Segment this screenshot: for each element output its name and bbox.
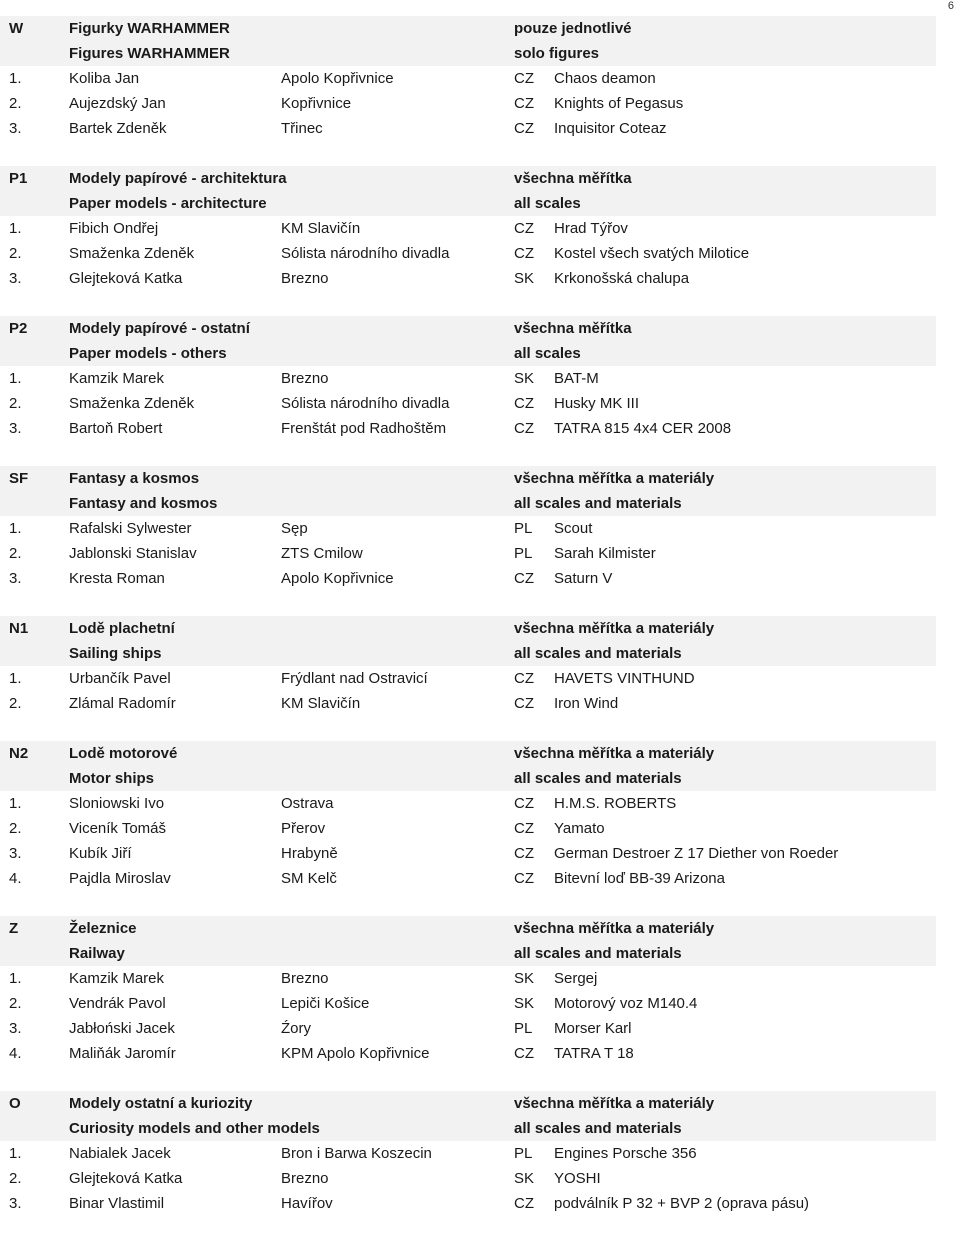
category-title-cz: Fantasy a kosmos bbox=[69, 470, 200, 487]
page-number: 6 bbox=[947, 0, 954, 12]
club-name: Havířov bbox=[281, 1195, 333, 1212]
model-name: Hrad Týřov bbox=[554, 220, 628, 237]
result-row bbox=[0, 691, 936, 716]
competitor-name: Vendrák Pavol bbox=[69, 995, 166, 1012]
club-name: KM Slavičín bbox=[281, 695, 361, 712]
result-row bbox=[0, 516, 936, 541]
category-scale-en: all scales and materials bbox=[514, 645, 682, 662]
club-name: Źory bbox=[281, 1020, 311, 1037]
result-row bbox=[0, 666, 936, 691]
country-code: SK bbox=[514, 995, 535, 1012]
category-code: Z bbox=[9, 920, 19, 937]
result-rank: 3. bbox=[9, 1020, 22, 1037]
country-code: CZ bbox=[514, 245, 534, 262]
category-header-row bbox=[0, 941, 936, 966]
country-code: PL bbox=[514, 1020, 533, 1037]
category-scale-cz: pouze jednotlivé bbox=[514, 20, 632, 37]
model-name: Husky MK III bbox=[554, 395, 640, 412]
result-row bbox=[0, 366, 936, 391]
model-name: Sergej bbox=[554, 970, 598, 987]
model-name: Bitevní loď BB-39 Arizona bbox=[554, 870, 725, 887]
club-name: Přerov bbox=[281, 820, 326, 837]
category-code: N2 bbox=[9, 745, 29, 762]
competitor-name: Fibich Ondřej bbox=[69, 220, 159, 237]
club-name: Brezno bbox=[281, 270, 329, 287]
category-title-en: Motor ships bbox=[69, 770, 154, 787]
result-rank: 3. bbox=[9, 1195, 22, 1212]
result-row bbox=[0, 1041, 936, 1066]
club-name: Brezno bbox=[281, 970, 329, 987]
category-header-row bbox=[0, 466, 936, 491]
result-rank: 2. bbox=[9, 995, 22, 1012]
model-name: Saturn V bbox=[554, 570, 613, 587]
model-name: German Destroer Z 17 Diether von Roeder bbox=[554, 845, 839, 862]
country-code: CZ bbox=[514, 1195, 534, 1212]
category-scale-en: all scales bbox=[514, 345, 581, 362]
club-name: Brezno bbox=[281, 370, 329, 387]
category-header bbox=[0, 616, 936, 666]
results-list bbox=[0, 16, 936, 1241]
category-header-row bbox=[0, 1091, 936, 1116]
club-name: Sęp bbox=[281, 520, 308, 537]
result-rank: 2. bbox=[9, 395, 22, 412]
category-header-row bbox=[0, 341, 936, 366]
category-title-en: Paper models - architecture bbox=[69, 195, 267, 212]
category-title-cz: Železnice bbox=[69, 920, 137, 937]
category-title-en: Paper models - others bbox=[69, 345, 227, 362]
model-name: Chaos deamon bbox=[554, 70, 656, 87]
competitor-name: Glejteková Katka bbox=[69, 270, 183, 287]
category-scale-cz: všechna měřítka bbox=[514, 320, 632, 337]
result-rank: 2. bbox=[9, 545, 22, 562]
country-code: SK bbox=[514, 970, 535, 987]
result-row bbox=[0, 541, 936, 566]
result-row bbox=[0, 866, 936, 891]
category-header bbox=[0, 316, 936, 366]
model-name: Inquisitor Coteaz bbox=[554, 120, 667, 137]
result-row bbox=[0, 241, 936, 266]
competitor-name: Viceník Tomáš bbox=[69, 820, 166, 837]
category-scale-cz: všechna měřítka a materiály bbox=[514, 1095, 715, 1112]
competitor-name: Nabialek Jacek bbox=[69, 1145, 171, 1162]
model-name: Sarah Kilmister bbox=[554, 545, 656, 562]
result-rank: 3. bbox=[9, 270, 22, 287]
category-title-cz: Lodě plachetní bbox=[69, 620, 175, 637]
category-title-en: Figures WARHAMMER bbox=[69, 45, 230, 62]
result-rank: 3. bbox=[9, 420, 22, 437]
category-scale-en: all scales and materials bbox=[514, 1120, 682, 1137]
club-name: Kopřivnice bbox=[281, 95, 352, 112]
result-rank: 4. bbox=[9, 1045, 22, 1062]
model-name: Engines Porsche 356 bbox=[554, 1145, 697, 1162]
result-row bbox=[0, 1141, 936, 1166]
category-section bbox=[0, 16, 936, 141]
result-row bbox=[0, 1191, 936, 1216]
model-name: Yamato bbox=[554, 820, 605, 837]
competitor-name: Jablonski Stanislav bbox=[69, 545, 197, 562]
result-rank: 3. bbox=[9, 570, 22, 587]
competitor-name: Koliba Jan bbox=[69, 70, 140, 87]
category-header bbox=[0, 916, 936, 966]
competitor-name: Rafalski Sylwester bbox=[69, 520, 192, 537]
country-code: CZ bbox=[514, 695, 534, 712]
category-title-cz: Lodě motorové bbox=[69, 745, 178, 762]
category-scale-en: all scales and materials bbox=[514, 770, 682, 787]
result-row bbox=[0, 216, 936, 241]
result-rank: 3. bbox=[9, 120, 22, 137]
country-code: CZ bbox=[514, 670, 534, 687]
result-row bbox=[0, 791, 936, 816]
model-name: BAT-M bbox=[554, 370, 599, 387]
competitor-name: Bartoň Robert bbox=[69, 420, 163, 437]
model-name: TATRA T 18 bbox=[554, 1045, 634, 1062]
result-row bbox=[0, 391, 936, 416]
club-name: Třinec bbox=[281, 120, 323, 137]
model-name: Krkonošská chalupa bbox=[554, 270, 690, 287]
model-name: H.M.S. ROBERTS bbox=[554, 795, 677, 812]
competitor-name: Urbančík Pavel bbox=[69, 670, 171, 687]
category-header-row bbox=[0, 741, 936, 766]
country-code: CZ bbox=[514, 95, 534, 112]
result-row bbox=[0, 991, 936, 1016]
category-header-row bbox=[0, 1116, 936, 1141]
model-name: Scout bbox=[554, 520, 593, 537]
result-rank: 1. bbox=[9, 220, 22, 237]
result-row bbox=[0, 841, 936, 866]
competitor-name: Jabłoński Jacek bbox=[69, 1020, 175, 1037]
club-name: Apolo Kopřivnice bbox=[281, 570, 394, 587]
category-title-cz: Modely ostatní a kuriozity bbox=[69, 1095, 253, 1112]
category-section bbox=[0, 166, 936, 291]
club-name: SM Kelč bbox=[281, 870, 337, 887]
result-row bbox=[0, 966, 936, 991]
result-row bbox=[0, 91, 936, 116]
result-rank: 1. bbox=[9, 670, 22, 687]
competitor-name: Kamzik Marek bbox=[69, 370, 165, 387]
club-name: Apolo Kopřivnice bbox=[281, 70, 394, 87]
category-header-row bbox=[0, 491, 936, 516]
country-code: SK bbox=[514, 1170, 535, 1187]
country-code: CZ bbox=[514, 795, 534, 812]
category-title-cz: Figurky WARHAMMER bbox=[69, 20, 230, 37]
country-code: CZ bbox=[514, 570, 534, 587]
result-rank: 1. bbox=[9, 520, 22, 537]
result-rank: 1. bbox=[9, 70, 22, 87]
country-code: CZ bbox=[514, 220, 534, 237]
category-header-row bbox=[0, 166, 936, 191]
competitor-name: Aujezdský Jan bbox=[69, 95, 166, 112]
result-rank: 2. bbox=[9, 245, 22, 262]
result-row bbox=[0, 416, 936, 441]
category-scale-cz: všechna měřítka a materiály bbox=[514, 470, 715, 487]
competitor-name: Maliňák Jaromír bbox=[69, 1045, 176, 1062]
club-name: Hrabyně bbox=[281, 845, 338, 862]
category-section bbox=[0, 466, 936, 591]
result-rank: 3. bbox=[9, 845, 22, 862]
club-name: Sólista národního divadla bbox=[281, 245, 450, 262]
result-row bbox=[0, 566, 936, 591]
club-name: Lepiči Košice bbox=[281, 995, 370, 1012]
club-name: Sólista národního divadla bbox=[281, 395, 450, 412]
country-code: CZ bbox=[514, 420, 534, 437]
category-code: N1 bbox=[9, 620, 29, 637]
category-header bbox=[0, 166, 936, 216]
competitor-name: Zlámal Radomír bbox=[69, 695, 176, 712]
result-row bbox=[0, 1166, 936, 1191]
result-rank: 1. bbox=[9, 970, 22, 987]
model-name: podválník P 32 + BVP 2 (oprava pásu) bbox=[554, 1195, 810, 1212]
category-section bbox=[0, 316, 936, 441]
category-title-en: Sailing ships bbox=[69, 645, 162, 662]
category-header-row bbox=[0, 616, 936, 641]
category-title-en: Curiosity models and other models bbox=[69, 1120, 320, 1137]
category-code: O bbox=[9, 1095, 21, 1112]
category-header bbox=[0, 466, 936, 516]
result-row bbox=[0, 1016, 936, 1041]
country-code: PL bbox=[514, 545, 533, 562]
model-name: HAVETS VINTHUND bbox=[554, 670, 695, 687]
result-rank: 2. bbox=[9, 820, 22, 837]
club-name: KM Slavičín bbox=[281, 220, 361, 237]
category-scale-en: all scales bbox=[514, 195, 581, 212]
category-title-en: Railway bbox=[69, 945, 125, 962]
country-code: SK bbox=[514, 370, 535, 387]
result-row bbox=[0, 266, 936, 291]
country-code: CZ bbox=[514, 120, 534, 137]
category-code: W bbox=[9, 20, 24, 37]
country-code: CZ bbox=[514, 395, 534, 412]
result-row bbox=[0, 816, 936, 841]
competitor-name: Bartek Zdeněk bbox=[69, 120, 167, 137]
category-section bbox=[0, 1091, 936, 1216]
club-name: ZTS Cmilow bbox=[281, 545, 363, 562]
country-code: PL bbox=[514, 520, 533, 537]
country-code: CZ bbox=[514, 845, 534, 862]
club-name: Ostrava bbox=[281, 795, 334, 812]
category-header-row bbox=[0, 316, 936, 341]
category-scale-cz: všechna měřítka a materiály bbox=[514, 920, 715, 937]
category-scale-cz: všechna měřítka a materiály bbox=[514, 745, 715, 762]
country-code: CZ bbox=[514, 820, 534, 837]
club-name: Brezno bbox=[281, 1170, 329, 1187]
category-header-row bbox=[0, 766, 936, 791]
category-header-row bbox=[0, 191, 936, 216]
category-header-row bbox=[0, 641, 936, 666]
category-title-en: Fantasy and kosmos bbox=[69, 495, 218, 512]
result-rank: 2. bbox=[9, 1170, 22, 1187]
model-name: YOSHI bbox=[554, 1170, 601, 1187]
model-name: Motorový voz M140.4 bbox=[554, 995, 698, 1012]
model-name: Kostel všech svatých Milotice bbox=[554, 245, 750, 262]
country-code: SK bbox=[514, 270, 535, 287]
model-name: Morser Karl bbox=[554, 1020, 632, 1037]
competitor-name: Pajdla Miroslav bbox=[69, 870, 171, 887]
category-scale-en: all scales and materials bbox=[514, 945, 682, 962]
category-code: SF bbox=[9, 470, 29, 487]
country-code: CZ bbox=[514, 1045, 534, 1062]
model-name: Iron Wind bbox=[554, 695, 619, 712]
category-scale-en: all scales and materials bbox=[514, 495, 682, 512]
result-rank: 2. bbox=[9, 695, 22, 712]
category-scale-cz: všechna měřítka a materiály bbox=[514, 620, 715, 637]
competitor-name: Kubík Jiří bbox=[69, 845, 132, 862]
competitor-name: Smaženka Zdeněk bbox=[69, 245, 195, 262]
category-header bbox=[0, 16, 936, 66]
country-code: CZ bbox=[514, 870, 534, 887]
result-row bbox=[0, 66, 936, 91]
country-code: PL bbox=[514, 1145, 533, 1162]
competitor-name: Sloniowski Ivo bbox=[69, 795, 165, 812]
competitor-name: Smaženka Zdeněk bbox=[69, 395, 195, 412]
model-name: TATRA 815 4x4 CER 2008 bbox=[554, 420, 732, 437]
club-name: Frýdlant nad Ostravicí bbox=[281, 670, 428, 687]
category-scale-en: solo figures bbox=[514, 45, 600, 62]
category-section bbox=[0, 741, 936, 891]
category-scale-cz: všechna měřítka bbox=[514, 170, 632, 187]
model-name: Knights of Pegasus bbox=[554, 95, 684, 112]
competitor-name: Glejteková Katka bbox=[69, 1170, 183, 1187]
result-rank: 2. bbox=[9, 95, 22, 112]
category-code: P1 bbox=[9, 170, 28, 187]
category-section bbox=[0, 616, 936, 716]
country-code: CZ bbox=[514, 70, 534, 87]
result-rank: 1. bbox=[9, 795, 22, 812]
category-title-cz: Modely papírové - ostatní bbox=[69, 320, 250, 337]
competitor-name: Kamzik Marek bbox=[69, 970, 165, 987]
category-header-row bbox=[0, 16, 936, 41]
category-code: P2 bbox=[9, 320, 28, 337]
result-row bbox=[0, 116, 936, 141]
result-rank: 1. bbox=[9, 370, 22, 387]
club-name: Bron i Barwa Koszecin bbox=[281, 1145, 432, 1162]
result-rank: 1. bbox=[9, 1145, 22, 1162]
category-header bbox=[0, 741, 936, 791]
category-header-row bbox=[0, 41, 936, 66]
result-rank: 4. bbox=[9, 870, 22, 887]
competitor-name: Kresta Roman bbox=[69, 570, 165, 587]
category-header bbox=[0, 1091, 936, 1141]
category-section bbox=[0, 916, 936, 1066]
category-header-row bbox=[0, 916, 936, 941]
club-name: KPM Apolo Kopřivnice bbox=[281, 1045, 430, 1062]
category-title-cz: Modely papírové - architektura bbox=[69, 170, 287, 187]
club-name: Frenštát pod Radhoštěm bbox=[281, 420, 447, 437]
competitor-name: Binar Vlastimil bbox=[69, 1195, 165, 1212]
